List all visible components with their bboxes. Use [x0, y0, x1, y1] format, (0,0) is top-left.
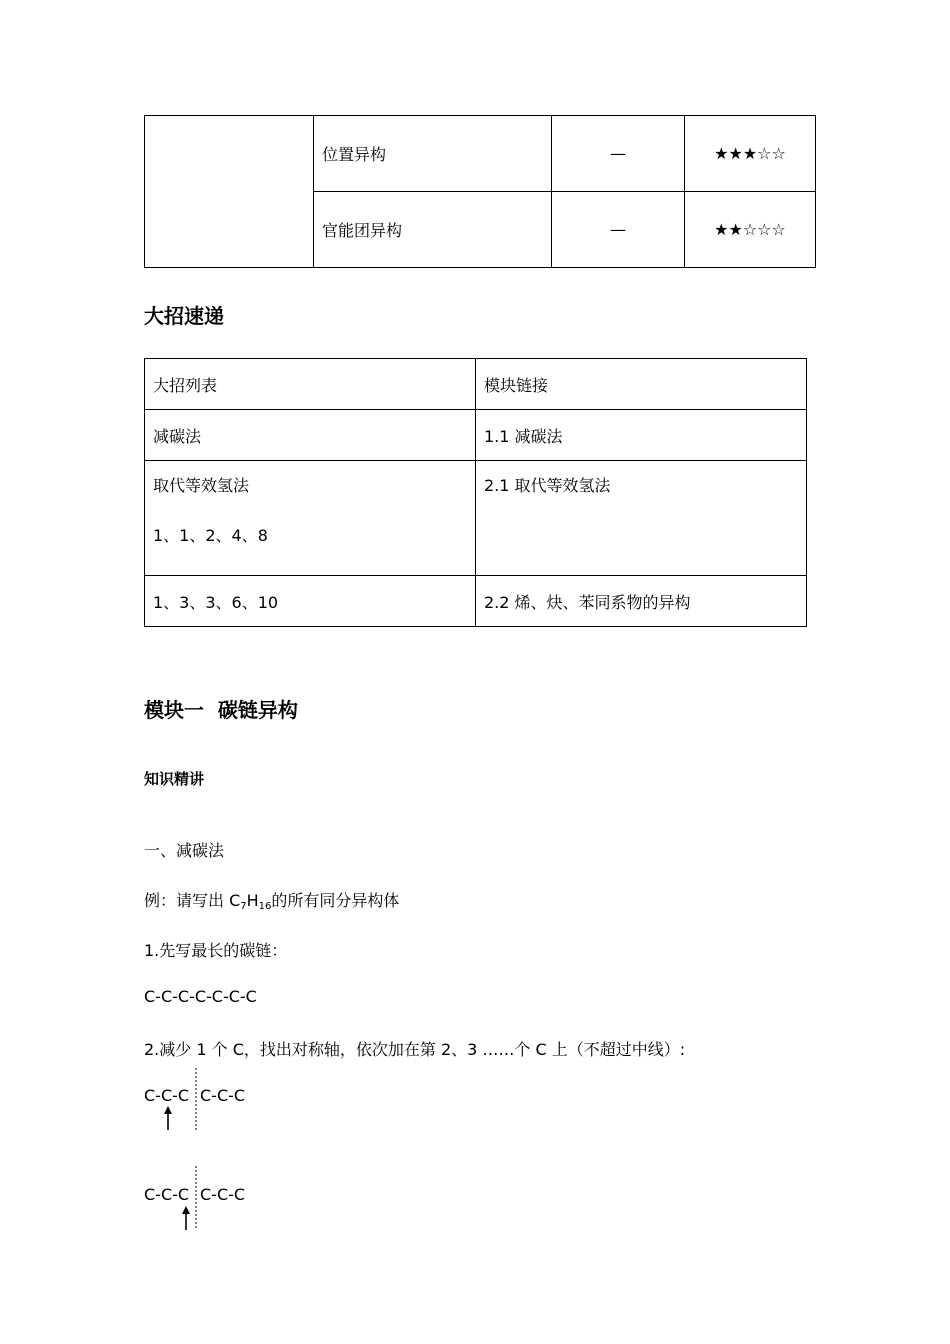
tricks-table — [144, 358, 807, 627]
table-row — [145, 576, 807, 627]
header-cell: 模块链接 — [476, 359, 807, 410]
isomer-type-cell: 官能团异构 — [314, 192, 552, 268]
example-line — [144, 888, 399, 911]
subsection-title: 知识精讲 — [144, 770, 205, 788]
carbon-chain: C-C-C-C-C-C-C — [144, 987, 257, 1006]
chain-diagram-2 — [144, 1164, 264, 1234]
subscript: 7 — [240, 901, 247, 912]
chain-right: C-C-C — [200, 1185, 246, 1204]
value-cell: — — [552, 116, 685, 192]
table-cell: 减碳法 — [145, 410, 476, 461]
symmetry-axis-graphic — [144, 1066, 264, 1136]
table-row — [145, 461, 807, 576]
empty-cell — [145, 116, 314, 268]
arrow-up-icon — [164, 1106, 172, 1114]
step-1: 1.先写最长的碳链： — [144, 941, 288, 960]
symmetry-axis-graphic — [144, 1164, 264, 1234]
method-heading: 一、减碳法 — [144, 841, 225, 860]
chain-diagram-1 — [144, 1066, 264, 1136]
section-title: 大招速递 — [144, 304, 224, 328]
cell-line: 2.1 取代等效氢法 — [484, 476, 611, 495]
chain-left: C-C-C — [144, 1185, 190, 1204]
chain-left: C-C-C — [144, 1086, 190, 1105]
cell-line: 取代等效氢法 — [153, 476, 250, 495]
example-prefix: 例：请写出 C — [144, 891, 241, 910]
chain-right: C-C-C — [200, 1086, 246, 1105]
table-cell: 1、3、3、6、10 — [145, 576, 476, 627]
rating-stars: ★★☆☆☆ — [685, 192, 816, 268]
table-header-row — [145, 359, 807, 410]
table-row — [145, 116, 816, 192]
isomer-type-cell: 位置异构 — [314, 116, 552, 192]
example-suffix: 的所有同分异构体 — [271, 891, 400, 910]
table-cell — [476, 461, 807, 576]
value-cell: — — [552, 192, 685, 268]
table-cell — [145, 461, 476, 576]
subscript: 16 — [258, 901, 272, 912]
table-cell: 1.1 减碳法 — [476, 410, 807, 461]
header-cell: 大招列表 — [145, 359, 476, 410]
arrow-up-icon — [182, 1206, 190, 1214]
top-table — [144, 115, 816, 268]
rating-stars: ★★★☆☆ — [685, 116, 816, 192]
cell-line: 1、1、2、4、8 — [153, 526, 268, 545]
example-mid: H — [246, 891, 259, 910]
step-2: 2.减少 1 个 C，找出对称轴，依次加在第 2、3 ……个 C 上（不超过中线）: — [144, 1040, 686, 1059]
table-row — [145, 410, 807, 461]
module-title: 模块一 碳链异构 — [144, 698, 298, 722]
table-cell: 2.2 烯、炔、苯同系物的异构 — [476, 576, 807, 627]
